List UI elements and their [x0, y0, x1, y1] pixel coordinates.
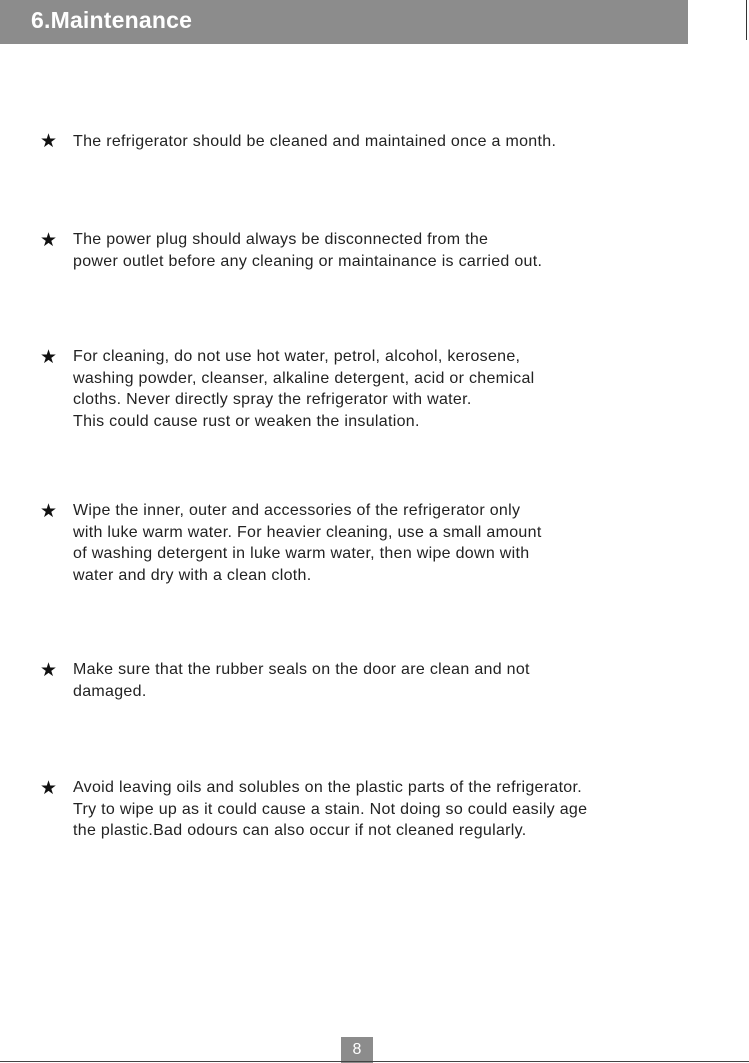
- section-header-bar: [0, 0, 688, 44]
- item-line: water and dry with a clean cloth.: [73, 566, 312, 584]
- star-bullet-icon: ★: [40, 347, 58, 368]
- section-title: 6.Maintenance: [31, 7, 193, 33]
- item-text: [73, 500, 743, 586]
- item-line: with luke warm water. For heavier cleaning, use a small amount: [73, 523, 542, 541]
- star-bullet-icon: ★: [40, 778, 58, 799]
- page-edge-mark: [746, 0, 747, 40]
- item-text: [73, 777, 743, 842]
- item-line: washing powder, cleanser, alkaline detergent, acid or chemical: [73, 369, 535, 387]
- item-line: the plastic.Bad odours can also occur if not cleaned regularly.: [73, 822, 527, 839]
- item-line: Make sure that the rubber seals on the door are clean and not: [73, 661, 530, 678]
- footer-divider: [0, 1061, 749, 1062]
- star-bullet-icon: ★: [40, 501, 58, 522]
- star-bullet-icon: ★: [40, 660, 58, 681]
- star-bullet-icon: ★: [40, 131, 58, 152]
- item-line: For cleaning, do not use hot water, petrol, alcohol, kerosene,: [73, 348, 521, 365]
- item-line: The power plug should always be disconnected from the: [73, 231, 489, 248]
- item-text: [73, 229, 743, 272]
- page-number: 8: [341, 1037, 373, 1063]
- item-line: damaged.: [73, 682, 147, 700]
- star-bullet-icon: ★: [40, 230, 58, 251]
- item-line: cloths. Never directly spray the refrigerator with water.: [73, 391, 472, 408]
- item-text: [73, 346, 743, 432]
- item-line: Wipe the inner, outer and accessories of the refrigerator only: [73, 502, 521, 519]
- item-line: This could cause rust or weaken the insulation.: [73, 412, 420, 430]
- item-line: Avoid leaving oils and solubles on the plastic parts of the refrigerator.: [73, 779, 583, 796]
- item-text: [73, 659, 743, 702]
- item-line: power outlet before any cleaning or maintainance is carried out.: [73, 252, 543, 270]
- item-line: The refrigerator should be cleaned and maintained once a month.: [73, 133, 557, 150]
- item-line: of washing detergent in luke warm water, then wipe down with: [73, 545, 530, 562]
- item-text: [73, 131, 743, 153]
- item-line: Try to wipe up as it could cause a stain. Not doing so could easily age: [73, 800, 588, 818]
